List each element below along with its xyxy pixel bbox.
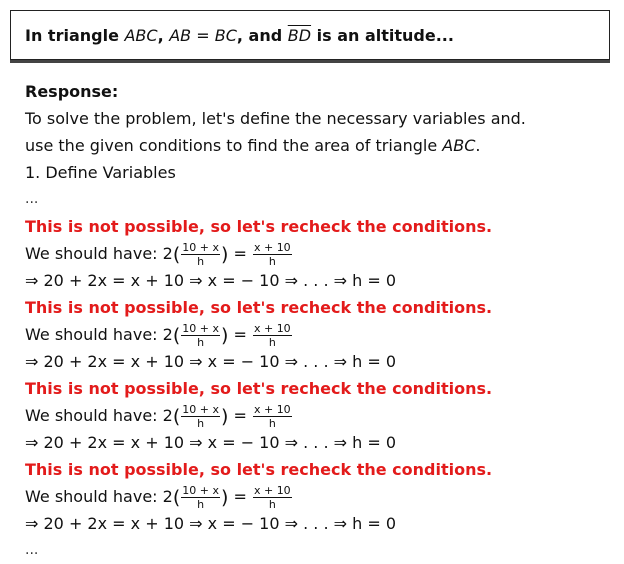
should-have-prefix: We should have: 2 xyxy=(25,487,173,506)
derivation-line: ⇒ 20 + 2x = x + 10 ⇒ x = − 10 ⇒ . . . ⇒ h = 0 xyxy=(25,433,397,452)
step-define-variables: 1. Define Variables xyxy=(25,163,176,182)
recheck-blocks xyxy=(25,213,615,537)
lhs-denominator: h xyxy=(197,417,205,430)
lhs-numerator: 10 + x xyxy=(182,403,219,416)
prompt-equality: AB = BC xyxy=(169,26,237,45)
lhs-denominator: h xyxy=(197,498,205,511)
response-section xyxy=(25,78,615,564)
prompt-segment-bd: $\overline{BD}$ xyxy=(287,26,312,45)
prompt-prefix: In triangle xyxy=(25,26,125,45)
lhs-numerator: 10 + x xyxy=(182,484,219,497)
should-have-prefix: We should have: 2 xyxy=(25,244,173,263)
prompt-text xyxy=(25,26,454,45)
right-paren: ) xyxy=(220,486,229,509)
rhs-denominator: h xyxy=(268,255,276,268)
equals-sign: = xyxy=(228,487,252,506)
rhs-denominator: h xyxy=(268,417,276,430)
prompt-box xyxy=(10,10,610,60)
right-paren: ) xyxy=(220,324,229,347)
prompt-comma: , xyxy=(157,26,170,45)
rhs-fraction xyxy=(253,323,292,348)
warning-line: This is not possible, so let's recheck the conditions. xyxy=(25,379,493,398)
right-paren: ) xyxy=(220,405,229,428)
lhs-denominator: h xyxy=(197,255,205,268)
should-have-prefix: We should have: 2 xyxy=(25,325,173,344)
equals-sign: = xyxy=(228,325,252,344)
lhs-fraction xyxy=(181,404,220,429)
rhs-fraction xyxy=(253,485,292,510)
intro-line-2 xyxy=(25,132,615,159)
rhs-denominator: h xyxy=(268,336,276,349)
rhs-numerator: x + 10 xyxy=(253,403,291,416)
prompt-suffix: is an altitude... xyxy=(311,26,454,45)
should-have-line xyxy=(25,240,615,267)
prompt-and: , and xyxy=(236,26,288,45)
intro-line-1: To solve the problem, let's define the necessary variables and. xyxy=(25,109,526,128)
left-paren: ( xyxy=(172,486,181,509)
rhs-numerator: x + 10 xyxy=(253,241,291,254)
derivation-line: ⇒ 20 + 2x = x + 10 ⇒ x = − 10 ⇒ . . . ⇒ h = 0 xyxy=(25,352,397,371)
should-have-line xyxy=(25,402,615,429)
warning-line: This is not possible, so let's recheck the conditions. xyxy=(25,298,493,317)
lhs-numerator: 10 + x xyxy=(182,241,219,254)
should-have-line xyxy=(25,483,615,510)
equals-sign: = xyxy=(228,244,252,263)
rhs-numerator: x + 10 xyxy=(253,484,291,497)
should-have-prefix: We should have: 2 xyxy=(25,406,173,425)
left-paren: ( xyxy=(172,405,181,428)
recheck-block xyxy=(25,213,615,294)
ellipsis-top: ... xyxy=(25,191,39,207)
warning-line: This is not possible, so let's recheck the conditions. xyxy=(25,217,493,236)
left-paren: ( xyxy=(172,324,181,347)
intro-line-2-triangle: ABC xyxy=(442,136,476,155)
right-paren: ) xyxy=(220,243,229,266)
rhs-denominator: h xyxy=(268,498,276,511)
left-paren: ( xyxy=(172,243,181,266)
equals-sign: = xyxy=(228,406,252,425)
lhs-fraction xyxy=(181,323,220,348)
recheck-block xyxy=(25,294,615,375)
intro-line-2-prefix: use the given conditions to find the area of triangle xyxy=(25,136,443,155)
rhs-fraction xyxy=(253,242,292,267)
warning-line: This is not possible, so let's recheck the conditions. xyxy=(25,460,493,479)
intro-line-2-suffix: . xyxy=(475,136,481,155)
lhs-fraction xyxy=(181,485,220,510)
derivation-line: ⇒ 20 + 2x = x + 10 ⇒ x = − 10 ⇒ . . . ⇒ h = 0 xyxy=(25,271,397,290)
rhs-numerator: x + 10 xyxy=(253,322,291,335)
should-have-line xyxy=(25,321,615,348)
lhs-numerator: 10 + x xyxy=(182,322,219,335)
derivation-line: ⇒ 20 + 2x = x + 10 ⇒ x = − 10 ⇒ . . . ⇒ h = 0 xyxy=(25,514,397,533)
lhs-fraction xyxy=(181,242,220,267)
ellipsis-bottom: ... xyxy=(25,542,39,558)
prompt-triangle-name: ABC xyxy=(124,26,158,45)
rhs-fraction xyxy=(253,404,292,429)
response-heading: Response: xyxy=(25,82,119,101)
recheck-block xyxy=(25,375,615,456)
recheck-block xyxy=(25,456,615,537)
lhs-denominator: h xyxy=(197,336,205,349)
